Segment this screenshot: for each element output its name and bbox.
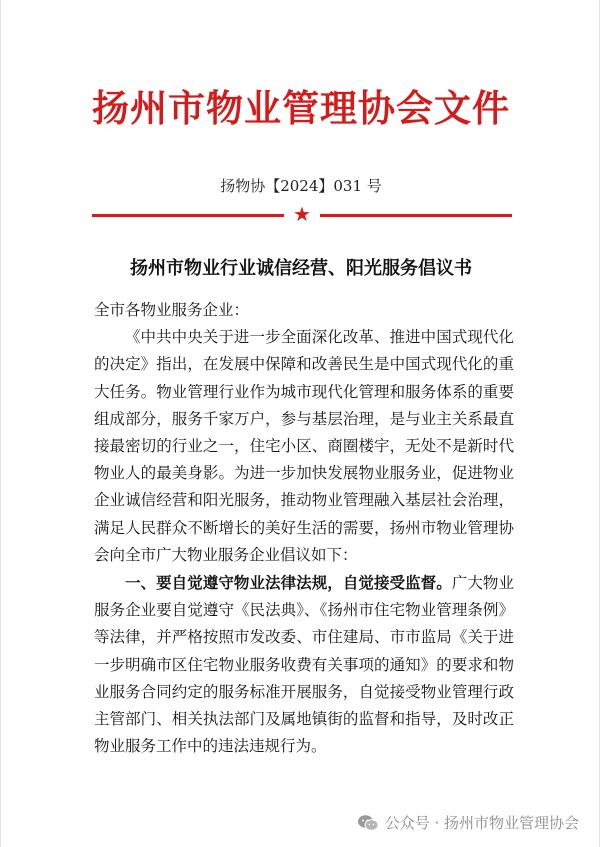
document-body bbox=[94, 297, 514, 760]
item-1-heading: 一、要自觉遵守物业法律法规，自觉接受监督。 bbox=[125, 573, 452, 593]
wechat-icon bbox=[357, 814, 379, 832]
document-number: 扬物协【2024】031 号 bbox=[220, 177, 382, 195]
wechat-watermark bbox=[357, 812, 579, 833]
document-header-title: 扬州市物业管理协会文件 bbox=[92, 87, 510, 130]
paragraph-intro: 《中共中央关于进一步全面深化改革、推进中国式现代化的决定》指出，在发展中保障和改善民生是中国式现代化的重大任务。物业管理行业作为城市现代化管理和服务体系的重要组成部分，服务千家万户，参与基层治理，是与业主关系最直接最密切的行业之一，住宅小区、商圈楼宇，无处不是新时代物业人的最美身影。为进一步加快发展物业服务业，促进物业企业诚信经营和阳光服务，推动物业管理融入基层社会治理，满足人民群众不断增长的美好生活的需要，扬州市物业管理协会向全市广大物业服务企业倡议如下： bbox=[94, 328, 514, 564]
salutation: 全市各物业服务企业： bbox=[94, 301, 250, 319]
proposal-title: 扬州市物业行业诚信经营、阳光服务倡议书 bbox=[130, 258, 472, 279]
red-divider bbox=[92, 202, 512, 226]
item-1-body: 广大物业服务企业要自觉遵守《民法典》、《扬州市住宅物业管理条例》等法律，并严格按照市发改委、市住建局、市市监局《关于进一步明确市区住宅物业服务收费有关事项的通知》的要求和物业服务合同约定的服务标准开展服务，自觉接受物业管理行政主管部门、相关执法部门及属地镇街的监督和指导，及时改正物业服务工作中的违法违规行为。 bbox=[94, 574, 514, 756]
divider-line-right bbox=[320, 214, 512, 217]
divider-line-left bbox=[92, 214, 284, 217]
watermark-text: 公众号 · 扬州市物业管理协会 bbox=[384, 814, 579, 832]
star-icon: ★ bbox=[293, 202, 311, 226]
paragraph-item-1 bbox=[94, 569, 514, 760]
